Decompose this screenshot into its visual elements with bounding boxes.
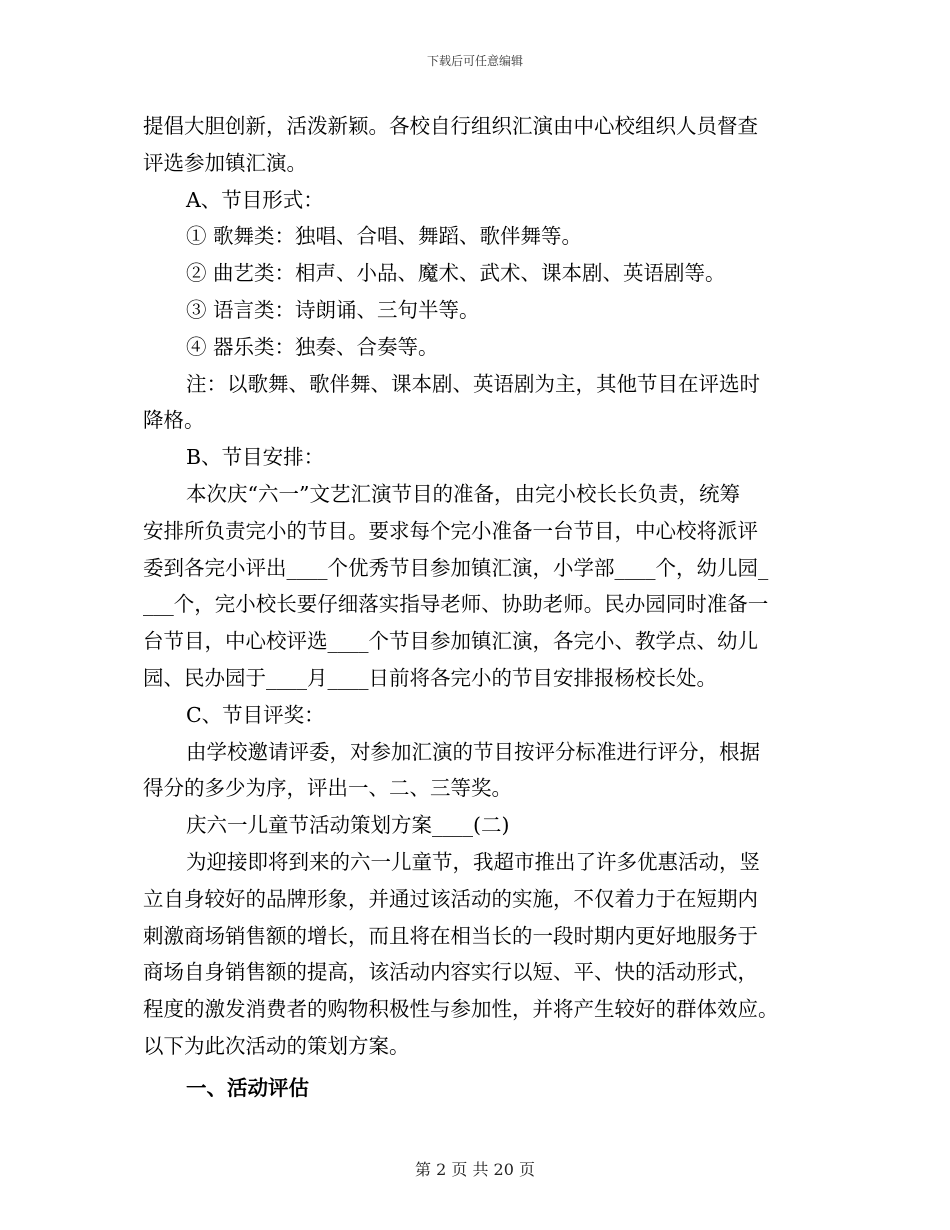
section-label: B、节目安排： [186,445,325,470]
list-item: ② 曲艺类：相声、小品、魔术、武术、课本剧、英语剧等。 [186,261,726,286]
list-item: ① 歌舞类：独唱、合唱、舞蹈、歌伴舞等。 [186,224,583,249]
paragraph-line: 本次庆“六一”文艺汇演节目的准备，由完小校长长负责，统筹 [186,481,740,506]
paragraph-line: ___个，完小校长要仔细落实指导老师、协助老师。民办园同时准备一 [143,592,769,617]
heading: 一、活动评估 [186,1075,309,1100]
section-title: 庆六一儿童节活动策划方案____(二) [186,813,510,838]
paragraph-line: 提倡大胆创新，活泼新颖。各校自行组织汇演由中心校组织人员督查 [143,114,758,138]
paragraph-line: 得分的多少为序，评出一、二、三等奖。 [143,776,512,801]
section-label: C、节目评奖： [186,702,325,727]
page-footer: 第 2 页 共 20 页 [415,1160,535,1179]
paragraph-line: 刺激商场销售额的增长，而且将在相当长的一段时期内更好地服务于 [143,923,758,948]
list-item: ④ 器乐类：独奏、合奏等。 [186,334,439,359]
list-item: ③ 语言类：诗朗诵、三句半等。 [186,297,480,322]
paragraph-line: 园、民办园于____月____日前将各完小的节目安排报杨校长处。 [143,665,717,690]
paragraph-line: 评选参加镇汇演。 [143,150,307,175]
document-body [143,108,813,1111]
paragraph-line: 立自身较好的品牌形象，并通过该活动的实施，不仅着力于在短期内 [143,886,758,911]
paragraph-line: 程度的激发消费者的购物积极性与参加性，并将产生较好的群体效应。 [143,997,779,1022]
page-header: 下载后可任意编辑 [426,54,523,68]
paragraph-line: 以下为此次活动的策划方案。 [143,1033,410,1058]
note-line: 注：以歌舞、歌伴舞、课本剧、英语剧为主，其他节目在评选时 [186,371,760,396]
paragraph-line: 为迎接即将到来的六一儿童节，我超市推出了许多优惠活动，竖 [186,849,760,874]
paragraph-line: 台节目，中心校评选____个节目参加镇汇演，各完小、教学点、幼儿 [143,629,758,654]
paragraph-line: 由学校邀请评委，对参加汇演的节目按评分标准进行评分，根据 [186,739,760,764]
section-label: A、节目形式： [186,187,324,212]
paragraph-line: 商场自身销售额的提高，该活动内容实行以短、平、快的活动形式， [143,960,758,985]
paragraph-line: 降格。 [143,408,205,433]
paragraph-line: 安排所负责完小的节目。要求每个完小准备一台节目，中心校将派评 [143,518,758,543]
paragraph-line: 委到各完小评出____个优秀节目参加镇汇演，小学部____个，幼儿园_ [143,555,769,580]
